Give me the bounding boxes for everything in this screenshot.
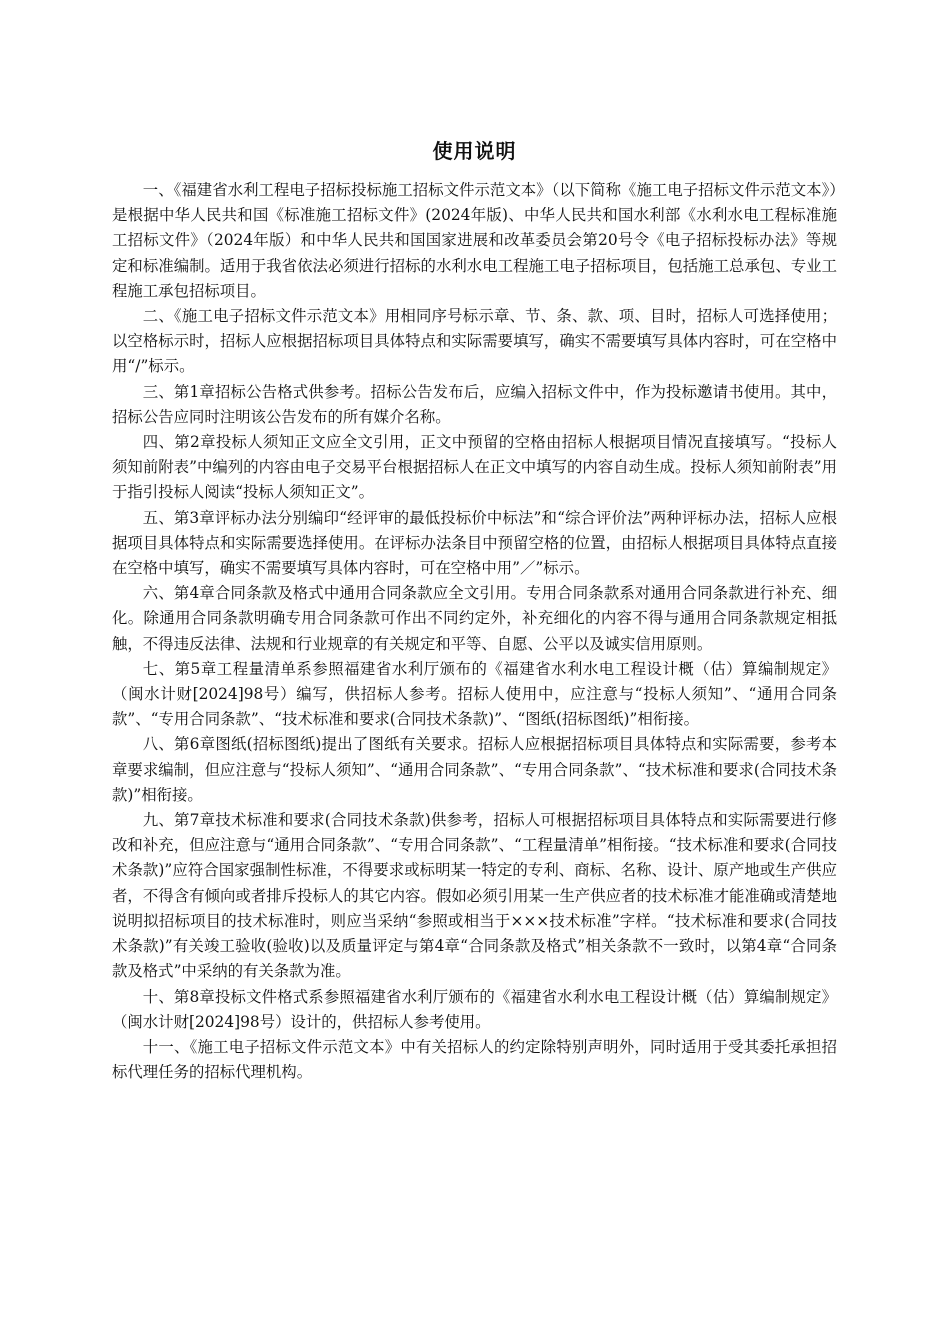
page-title: 使用说明 <box>432 139 517 163</box>
paragraph-11: 十一、《施工电子招标文件示范文本》中有关招标人的约定除特别声明外，同时适用于受其委托承担招标代理任务的招标代理机构。 <box>112 1037 837 1082</box>
paragraph-4: 四、第2章投标人须知正文应全文引用，正文中预留的空格由招标人根据项目情况直接填写。“投标人须知前附表”中编列的内容由电子交易平台根据招标人在正文中填写的内容自动生成。投标人须知前附表”用于指引投标人阅读“投标人须知正文”。 <box>112 433 837 502</box>
paragraph-2: 二、《施工电子招标文件示范文本》用相同序号标示章、节、条、款、项、目时，招标人可选择使用；以空格标示时，招标人应根据招标项目具体特点和实际需要填写，确实不需要填写具体内容时，可在空格中用“/”标示。 <box>112 307 837 376</box>
paragraph-9: 九、第7章技术标准和要求(合同技术条款)供参考，招标人可根据招标项目具体特点和实际需要进行修改和补充，但应注意与“通用合同条款”、“专用合同条款”、“工程量清单”相衔接。“技术标准和要求(合同技术条款)”应符合国家强制性标准，不得要求或标明某一特定的专利、商标、名称、设计、原产地或生产供应者，不得含有倾向或者排斥投标人的其它内容。假如必须引用某一生产供应者的技术标准才能准确或清楚地说明拟招标项目的技术标准时，则应当采纳“参照或相当于×××技术标准”字样。“技术标准和要求(合同技术条款)”有关竣工验收(验收)以及质量评定与第4章“合同条款及格式”相关条款不一致时，以第4章“合同条款及格式”中采纳的有关条款为准。 <box>112 811 837 981</box>
document-body <box>112 178 837 1085</box>
paragraph-3: 三、第1章招标公告格式供参考。招标公告发布后，应编入招标文件中，作为投标邀请书使用。其中，招标公告应同时注明该公告发布的所有媒介名称。 <box>112 382 837 426</box>
paragraph-5: 五、第3章评标办法分别编印“经评审的最低投标价中标法”和“综合评价法”两种评标办法，招标人应根据项目具体特点和实际需要选择使用。在评标办法条目中预留空格的位置，由招标人根据项目具体特点直接在空格中填写，确实不需要填写具体内容时，可在空格中用”／”标示。 <box>112 508 837 578</box>
paragraph-6: 六、第4章合同条款及格式中通用合同条款应全文引用。专用合同条款系对通用合同条款进行补充、细化。除通用合同条款明确专用合同条款可作出不同约定外，补充细化的内容不得与通用合同条款规定相抵触，不得违反法律、法规和行业规章的有关规定和平等、自愿、公平以及诚实信用原则。 <box>112 584 837 653</box>
paragraph-8: 八、第6章图纸(招标图纸)提出了图纸有关要求。招标人应根据招标项目具体特点和实际需要，参考本章要求编制，但应注意与“投标人须知”、“通用合同条款”、“专用合同条款”、“技术标准和要求(合同技术条款)”相衔接。 <box>112 735 837 804</box>
paragraph-10: 十、第8章投标文件格式系参照福建省水利厅颁布的《福建省水利水电工程设计概（估）算编制规定》（闽水计财[2024]98号）设计的，供招标人参考使用。 <box>112 987 837 1031</box>
document-page <box>112 136 837 1085</box>
paragraph-1: 一、《福建省水利工程电子招标投标施工招标文件示范文本》（以下简称《施工电子招标文件示范文本》）是根据中华人民共和国《标准施工招标文件》(2024年版)、中华人民共和国水利部《水利水电工程标准施工招标文件》（2024年版）和中华人民共和国国家进展和改革委员会第20号令《电子招标投标办法》等规定和标准编制。适用于我省依法必须进行招标的水利水电工程施工电子招标项目，包括施工总承包、专业工程施工承包招标项目。 <box>112 181 837 300</box>
paragraph-7: 七、第5章工程量清单系参照福建省水利厅颁布的《福建省水利水电工程设计概（估）算编制规定》（闽水计财[2024]98号）编写，供招标人参考。招标人使用中，应注意与“投标人须知”、“通用合同条款”、“专用合同条款”、“技术标准和要求(合同技术条款)”、“图纸(招标图纸)”相衔接。 <box>112 659 837 729</box>
